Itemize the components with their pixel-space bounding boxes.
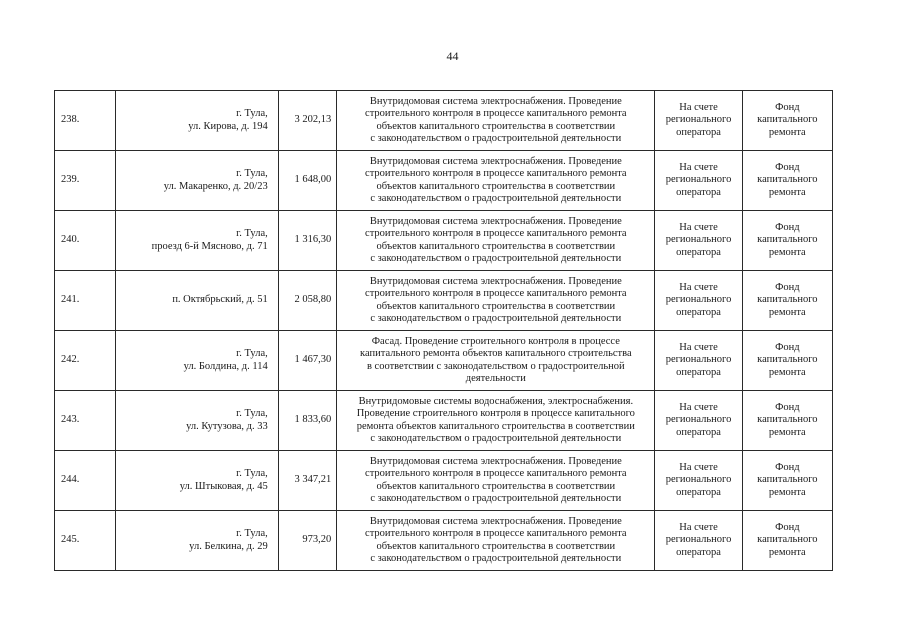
address-line: г. Тула, [236, 168, 268, 180]
page-number: 44 [446, 49, 459, 63]
funding-source-cell [742, 391, 832, 451]
account-type-line: На счете [679, 222, 718, 234]
account-type-cell [655, 511, 742, 571]
area-cell: 3 202,13 [278, 91, 337, 151]
address-line: г. Тула, [236, 108, 268, 120]
work-description-line: с законодательством о градостроительной деятельности [370, 252, 622, 264]
work-description-line: Внутридомовая система электроснабжения. Проведение [369, 516, 622, 528]
funding-source-line: ремонта [768, 486, 806, 498]
area-cell: 3 347,21 [278, 451, 337, 511]
address-line: г. Тула, [236, 528, 268, 540]
account-type-line: регионального [665, 174, 732, 186]
row-number-cell: 244. [55, 451, 116, 511]
work-description-line: Проведение строительного контроля в процессе капитального [356, 408, 635, 420]
account-type-line: регионального [665, 474, 732, 486]
work-description-line: строительного контроля в процессе капитального ремонта [365, 168, 627, 180]
row-number-cell: 245. [55, 511, 116, 571]
address-cell [115, 391, 278, 451]
address-cell [115, 91, 278, 151]
work-description-line: строительного контроля в процессе капитального ремонта [365, 288, 627, 300]
funding-source-line: Фонд [775, 402, 800, 414]
table-row [55, 331, 833, 391]
funding-source-line: ремонта [768, 426, 806, 438]
work-description-cell [337, 391, 655, 451]
account-type-line: На счете [679, 402, 718, 414]
account-type-cell [655, 151, 742, 211]
work-description-line: с законодательством о градостроительной деятельности [370, 132, 622, 144]
work-description-line: объектов капитального строительства в соответствии [376, 120, 616, 132]
account-type-line: На счете [679, 102, 718, 114]
funding-source-line: капитального [757, 354, 818, 366]
funding-source-line: капитального [757, 114, 818, 126]
work-description-line: с законодательством о градостроительной деятельности [370, 492, 622, 504]
area-cell: 1 467,30 [278, 331, 337, 391]
address-line: г. Тула, [236, 408, 268, 420]
funding-source-line: Фонд [775, 102, 800, 114]
work-description-line: строительного контроля в процессе капитального ремонта [365, 528, 627, 540]
account-type-line: регионального [665, 114, 732, 126]
account-type-line: На счете [679, 162, 718, 174]
account-type-line: оператора [676, 426, 721, 438]
area-cell: 2 058,80 [278, 271, 337, 331]
table-row [55, 211, 833, 271]
table-row [55, 271, 833, 331]
address-cell [115, 331, 278, 391]
funding-source-line: капитального [757, 534, 818, 546]
funding-source-line: ремонта [768, 306, 806, 318]
work-description-line: объектов капитального строительства в соответствии [376, 180, 616, 192]
account-type-line: регионального [665, 414, 732, 426]
area-cell: 1 316,30 [278, 211, 337, 271]
work-description-line: Внутридомовая система электроснабжения. Проведение [369, 456, 622, 468]
account-type-cell [655, 271, 742, 331]
funding-source-line: Фонд [775, 222, 800, 234]
work-description-line: Внутридомовая система электроснабжения. Проведение [369, 276, 622, 288]
work-description-cell [337, 91, 655, 151]
work-description-line: деятельности [465, 372, 526, 384]
work-description-cell [337, 211, 655, 271]
account-type-line: оператора [676, 126, 721, 138]
work-description-line: объектов капитального строительства в соответствии [376, 480, 616, 492]
funding-source-cell [742, 331, 832, 391]
row-number-cell: 239. [55, 151, 116, 211]
address-line: г. Тула, [236, 228, 268, 240]
funding-source-line: Фонд [775, 282, 800, 294]
work-description-cell [337, 331, 655, 391]
work-description-cell [337, 271, 655, 331]
table-row [55, 151, 833, 211]
address-line: ул. Белкина, д. 29 [189, 540, 268, 552]
table-row [55, 91, 833, 151]
work-description-line: с законодательством о градостроительной деятельности [370, 192, 622, 204]
account-type-cell [655, 331, 742, 391]
account-type-line: регионального [665, 354, 732, 366]
work-description-line: капитального ремонта объектов капитального строительства [360, 348, 632, 360]
address-line: п. Октябрьский, д. 51 [172, 294, 268, 306]
account-type-line: оператора [676, 186, 721, 198]
row-number-cell: 238. [55, 91, 116, 151]
address-line: ул. Штыковая, д. 45 [179, 480, 268, 492]
address-cell [115, 271, 278, 331]
work-description-line: Внутридомовая система электроснабжения. Проведение [369, 96, 622, 108]
work-description-line: в соответствии с законодательством о градостроительной [366, 360, 625, 372]
work-description-line: объектов капитального строительства в соответствии [376, 540, 616, 552]
account-type-cell [655, 451, 742, 511]
work-description-line: объектов капитального строительства в соответствии [376, 240, 616, 252]
account-type-line: оператора [676, 486, 721, 498]
account-type-line: регионального [665, 294, 732, 306]
funding-source-line: капитального [757, 294, 818, 306]
address-line: ул. Кутузова, д. 33 [186, 420, 268, 432]
funding-source-cell [742, 451, 832, 511]
row-number-cell: 242. [55, 331, 116, 391]
account-type-line: регионального [665, 534, 732, 546]
address-line: ул. Кирова, д. 194 [188, 120, 268, 132]
funding-source-line: капитального [757, 474, 818, 486]
work-description-line: строительного контроля в процессе капитального ремонта [365, 468, 627, 480]
row-number-cell: 241. [55, 271, 116, 331]
repair-table [54, 90, 833, 571]
account-type-cell [655, 391, 742, 451]
address-line: ул. Болдина, д. 114 [183, 360, 268, 372]
table-row [55, 451, 833, 511]
work-description-cell [337, 511, 655, 571]
funding-source-line: ремонта [768, 246, 806, 258]
funding-source-line: ремонта [768, 186, 806, 198]
row-number-cell: 240. [55, 211, 116, 271]
work-description-cell [337, 151, 655, 211]
funding-source-cell [742, 151, 832, 211]
funding-source-cell [742, 211, 832, 271]
address-line: г. Тула, [236, 348, 268, 360]
account-type-line: регионального [665, 234, 732, 246]
work-description-line: объектов капитального строительства в соответствии [376, 300, 616, 312]
address-cell [115, 511, 278, 571]
funding-source-cell [742, 511, 832, 571]
funding-source-line: Фонд [775, 462, 800, 474]
funding-source-line: ремонта [768, 546, 806, 558]
funding-source-line: Фонд [775, 342, 800, 354]
work-description-line: Внутридомовая система электроснабжения. Проведение [369, 216, 622, 228]
account-type-cell [655, 211, 742, 271]
account-type-line: оператора [676, 246, 721, 258]
account-type-line: На счете [679, 462, 718, 474]
work-description-line: ремонта объектов капитального строительства в соответствии [356, 420, 635, 432]
work-description-line: с законодательством о градостроительной деятельности [370, 552, 622, 564]
area-cell: 1 833,60 [278, 391, 337, 451]
work-description-line: Внутридомовые системы водоснабжения, электроснабжения. [358, 396, 634, 408]
work-description-line: с законодательством о градостроительной деятельности [370, 312, 622, 324]
work-description-line: Фасад. Проведение строительного контроля в процессе [371, 336, 620, 348]
account-type-line: На счете [679, 342, 718, 354]
funding-source-line: ремонта [768, 126, 806, 138]
address-cell [115, 151, 278, 211]
work-description-line: строительного контроля в процессе капитального ремонта [365, 228, 627, 240]
address-cell [115, 211, 278, 271]
work-description-line: Внутридомовая система электроснабжения. Проведение [369, 156, 622, 168]
account-type-cell [655, 91, 742, 151]
funding-source-cell [742, 271, 832, 331]
funding-source-line: ремонта [768, 366, 806, 378]
table-body [55, 91, 833, 571]
address-line: г. Тула, [236, 468, 268, 480]
address-cell [115, 451, 278, 511]
account-type-line: оператора [676, 546, 721, 558]
table-row [55, 391, 833, 451]
work-description-line: с законодательством о градостроительной деятельности [370, 432, 622, 444]
funding-source-line: капитального [757, 234, 818, 246]
account-type-line: оператора [676, 366, 721, 378]
account-type-line: На счете [679, 282, 718, 294]
work-description-line: строительного контроля в процессе капитального ремонта [365, 108, 627, 120]
account-type-line: оператора [676, 306, 721, 318]
area-cell: 1 648,00 [278, 151, 337, 211]
row-number-cell: 243. [55, 391, 116, 451]
account-type-line: На счете [679, 522, 718, 534]
work-description-cell [337, 451, 655, 511]
table-row [55, 511, 833, 571]
funding-source-line: Фонд [775, 522, 800, 534]
funding-source-line: капитального [757, 174, 818, 186]
address-line: проезд 6-й Мясново, д. 71 [151, 240, 268, 252]
funding-source-line: Фонд [775, 162, 800, 174]
funding-source-cell [742, 91, 832, 151]
address-line: ул. Макаренко, д. 20/23 [163, 180, 268, 192]
area-cell: 973,20 [278, 511, 337, 571]
funding-source-line: капитального [757, 414, 818, 426]
